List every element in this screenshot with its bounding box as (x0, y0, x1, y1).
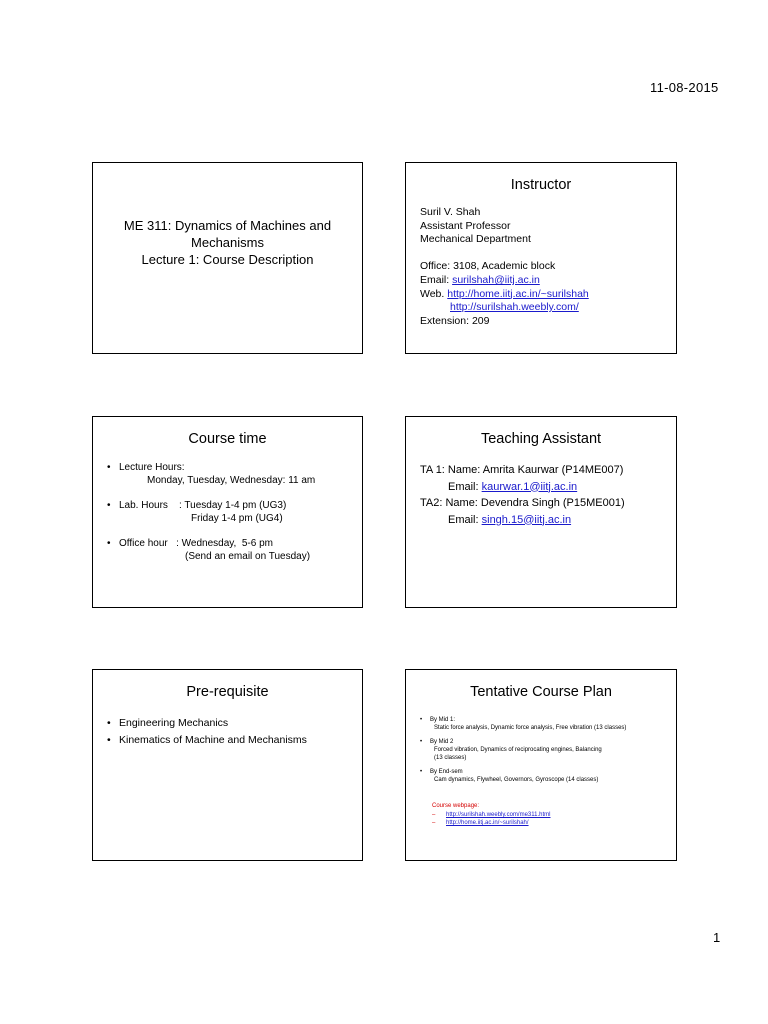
slide-course-time (92, 416, 363, 608)
list-item: • Kinematics of Machine and Mechanisms (107, 732, 307, 749)
slide-prerequisite (92, 669, 363, 861)
slide-heading: Instructor (510, 177, 572, 193)
lab-hours-label: Lab. Hours : Tuesday 1-4 pm (UG3) (119, 500, 287, 511)
course-webpage-block (432, 802, 551, 827)
instructor-details (420, 206, 589, 328)
ta-details (420, 462, 625, 528)
slide-title (92, 162, 363, 354)
slide-course-plan (405, 669, 677, 861)
email-label: Email: (448, 480, 482, 493)
list-item (420, 738, 670, 762)
document-date: 11-08-2015 (650, 80, 719, 95)
instructor-department: Mechanical Department (420, 233, 531, 246)
slide-heading: Course time (188, 431, 267, 447)
mid2-topics: Forced vibration, Dynamics of reciprocating engines, Balancing (434, 747, 602, 753)
course-time-list (107, 461, 357, 563)
lecture-title: Lecture 1: Course Description (141, 252, 314, 267)
ta1-email-row (420, 479, 625, 496)
webpage-link-row2 (432, 819, 551, 827)
ta1-name: TA 1: Name: Amrita Kaurwar (P14ME007) (420, 464, 624, 476)
lecture-hours-label: Lecture Hours: (119, 462, 185, 473)
course-webpage-label: Course webpage: (432, 803, 480, 809)
slide-heading: Pre-requisite (186, 684, 269, 700)
lab-hours-value2: Friday 1-4 pm (UG4) (191, 513, 283, 524)
email-label: Email: (448, 513, 482, 526)
instructor-extension: Extension: 209 (420, 314, 490, 327)
slide-teaching-assistant (405, 416, 677, 608)
mid2-label: By Mid 2 (430, 739, 454, 745)
mid1-label: By Mid 1: (430, 717, 456, 723)
instructor-weebly-link[interactable]: http://surilshah.weebly.com/ (450, 301, 579, 314)
office-hour-label: Office hour : Wednesday, 5-6 pm (119, 538, 273, 549)
mid2-classes: (13 classes) (434, 755, 467, 761)
instructor-homepage-link[interactable]: http://home.iitj.ac.in/~surilshah (447, 287, 589, 300)
list-item: • Engineering Mechanics (107, 715, 307, 732)
list-item (107, 461, 357, 487)
course-homepage-link[interactable]: http://home.iitj.ac.in/~surilshah/ (446, 820, 529, 826)
slide-heading: Teaching Assistant (480, 431, 602, 447)
mid1-topics: Static force analysis, Dynamic force analysis, Free vibration (13 classes) (434, 725, 627, 731)
instructor-web-row2 (420, 301, 589, 315)
instructor-email-row (420, 274, 589, 288)
slide-instructor (405, 162, 677, 354)
email-label: Email: (420, 273, 453, 286)
dash-marker: – (432, 812, 436, 818)
lecture-hours-value: Monday, Tuesday, Wednesday: 11 am (147, 475, 316, 486)
slide-heading: Tentative Course Plan (470, 684, 612, 700)
prerequisite-list (107, 715, 307, 749)
course-title-line2: Mechanisms (191, 235, 264, 250)
ta2-email-link[interactable]: singh.15@iitj.ac.in (481, 513, 572, 526)
instructor-name: Suril V. Shah (420, 206, 481, 218)
ta2-name: TA2: Name: Devendra Singh (P15ME001) (420, 497, 625, 509)
instructor-web-row (420, 288, 589, 302)
instructor-position: Assistant Professor (420, 219, 511, 232)
page-number: 1 (713, 930, 721, 945)
course-weebly-link[interactable]: http://surilshah.weebly.com/me311.html (446, 812, 551, 818)
instructor-email-link[interactable]: surilshah@iitj.ac.in (452, 273, 540, 286)
ta2-email-row (420, 512, 625, 529)
endsem-label: By End-sem (430, 769, 463, 775)
instructor-office: Office: 3108, Academic block (420, 260, 556, 273)
list-item (420, 716, 670, 732)
office-hour-note: (Send an email on Tuesday) (185, 551, 311, 562)
endsem-topics: Cam dynamics, Flywheel, Governors, Gyroscope (14 classes) (434, 777, 599, 783)
dash-marker: – (432, 820, 436, 826)
course-title-line1: ME 311: Dynamics of Machines and (123, 218, 332, 233)
ta1-email-link[interactable]: kaurwar.1@iitj.ac.in (481, 480, 578, 493)
list-item (107, 499, 357, 525)
web-label: Web. (420, 287, 448, 300)
course-title-block (93, 217, 362, 268)
webpage-link-row1 (432, 811, 551, 819)
list-item (420, 768, 670, 784)
list-item (107, 537, 357, 563)
course-plan-list (420, 716, 670, 784)
